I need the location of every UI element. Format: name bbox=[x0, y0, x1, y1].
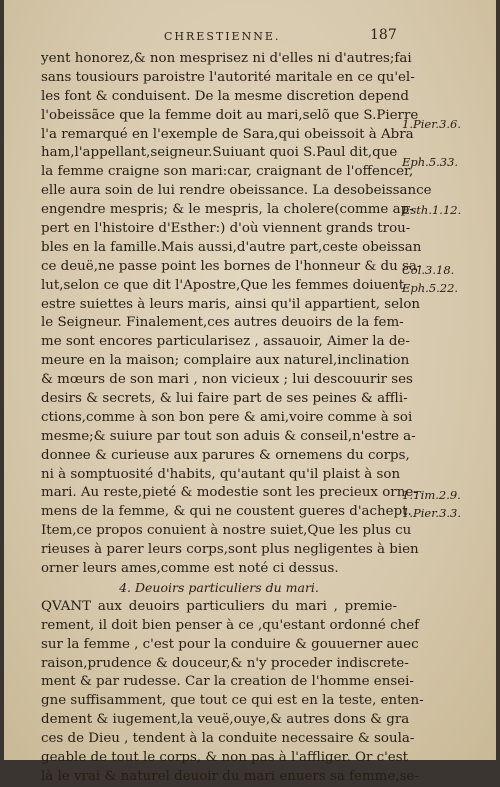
text-line: raison,prudence & douceur,& n'y proceder indiscrete- bbox=[41, 655, 409, 671]
text-line: estre suiettes à leurs maris, ainsi qu'il appartient, selon bbox=[41, 296, 421, 312]
text-line: dement & iugement,la veuë,ouye,& autres dons & gra bbox=[41, 712, 410, 728]
text-line: & mœurs de son mari , non vicieux ; lui descouurir ses bbox=[41, 372, 413, 388]
page-number: 187 bbox=[370, 27, 397, 43]
text-line: pert en l'histoire d'Esther:) d'où viennent grands trou- bbox=[41, 221, 411, 237]
book-page bbox=[4, 0, 496, 784]
text-line: desirs & secrets, & lui faire part de ses peines & affli- bbox=[41, 391, 408, 407]
margin-reference: Esth.1.12. bbox=[402, 203, 462, 217]
margin-reference: Eph.5.33. bbox=[402, 155, 459, 169]
text-line: sur la femme , c'est pour la conduire & gouuerner auec bbox=[41, 636, 419, 652]
text-line: là le vrai & naturel deuoir du mari enuers sa femme,se- bbox=[41, 768, 419, 784]
text-line: mari. Au reste,pieté & modestie sont les precieux orne- bbox=[41, 485, 418, 501]
text-line: les font & conduisent. De la mesme discretion depend bbox=[41, 88, 409, 104]
text-line: rieuses à parer leurs corps,sont plus negligentes à bien bbox=[41, 542, 419, 558]
margin-reference: 1.Pier.3.6. bbox=[402, 117, 462, 131]
text-line: orner leurs ames,comme est noté ci dessus. bbox=[41, 561, 339, 577]
text-line: Item,ce propos conuient à nostre suiet,Que les plus cu bbox=[41, 523, 412, 539]
text-line: la femme craigne son mari:car, craignant de l'offencer, bbox=[41, 164, 414, 180]
text-line: ment & par rudesse. Car la creation de l'homme ensei- bbox=[41, 674, 414, 690]
text-line: elle aura soin de lui rendre obeissance. La desobeissance bbox=[41, 183, 432, 199]
text-line: geable de tout le corps, & non pas à l'affliger. Or c'est bbox=[41, 749, 408, 765]
text-line: ctions,comme à son bon pere & ami,voire comme à soi bbox=[41, 409, 413, 425]
text-line: le Seigneur. Finalement,ces autres deuoirs de la fem- bbox=[41, 315, 404, 331]
text-line: engendre mespris; & le mespris, la cholere(comme ap- bbox=[41, 202, 414, 218]
section-heading: 4. Deuoirs particuliers du mari. bbox=[119, 579, 319, 595]
text-line: gne suffisamment, que tout ce qui est en la teste, enten- bbox=[41, 693, 424, 709]
text-line: yent honorez,& non mesprisez ni d'elles ni d'autres;fai bbox=[41, 51, 412, 66]
margin-reference: Eph.5.22. bbox=[402, 281, 459, 295]
text-line: ham,l'appellant,seigneur.Suiuant quoi S.Paul dit,que bbox=[41, 145, 398, 161]
text-line: bles en la famille.Mais aussi,d'autre part,ceste obeissan bbox=[41, 239, 422, 255]
text-line: ni à somptuosité d'habits, qu'autant qu'il plaist à son bbox=[41, 466, 401, 482]
margin-reference: Col.3.18. bbox=[402, 263, 455, 277]
text-line: l'obeissãce que la femme doit au mari,selõ que S.Pierre bbox=[41, 107, 419, 123]
text-line: rement, il doit bien penser à ce ,qu'estant ordonné chef bbox=[41, 617, 420, 633]
margin-reference: 1.Pier.3.3. bbox=[402, 506, 462, 520]
page-header bbox=[4, 27, 496, 48]
running-title: CHRESTIENNE. bbox=[164, 30, 281, 43]
text-line: me sont encores particularisez , assauoir, Aimer la de- bbox=[41, 334, 410, 350]
margin-reference: 1.Tim.2.9. bbox=[402, 488, 461, 502]
text-line: ces de Dieu , tendent à la conduite necessaire & soula- bbox=[41, 731, 415, 747]
text-line: ce deuë,ne passe point les bornes de l'honneur & du sa- bbox=[41, 258, 422, 274]
text-line: mesme;& suiure par tout son aduis & conseil,n'estre a- bbox=[41, 428, 416, 444]
text-line: donnee & curieuse aux parures & ornemens du corps, bbox=[41, 447, 410, 463]
text-line: lut,selon ce que dit l'Apostre,Que les femmes doiuent bbox=[41, 277, 405, 293]
text-line: l'a remarqué en l'exemple de Sara,qui obeissoit à Abra bbox=[41, 126, 414, 142]
text-line: QVANT aux deuoirs particuliers du mari , premie- bbox=[41, 598, 397, 614]
text-line: sans tousiours paroistre l'autorité maritale en ce qu'el- bbox=[41, 69, 415, 85]
text-line: mens de la femme, & qui ne coustent gueres d'achept. bbox=[41, 504, 412, 520]
text-line: meure en la maison; complaire aux naturel,inclination bbox=[41, 353, 410, 369]
